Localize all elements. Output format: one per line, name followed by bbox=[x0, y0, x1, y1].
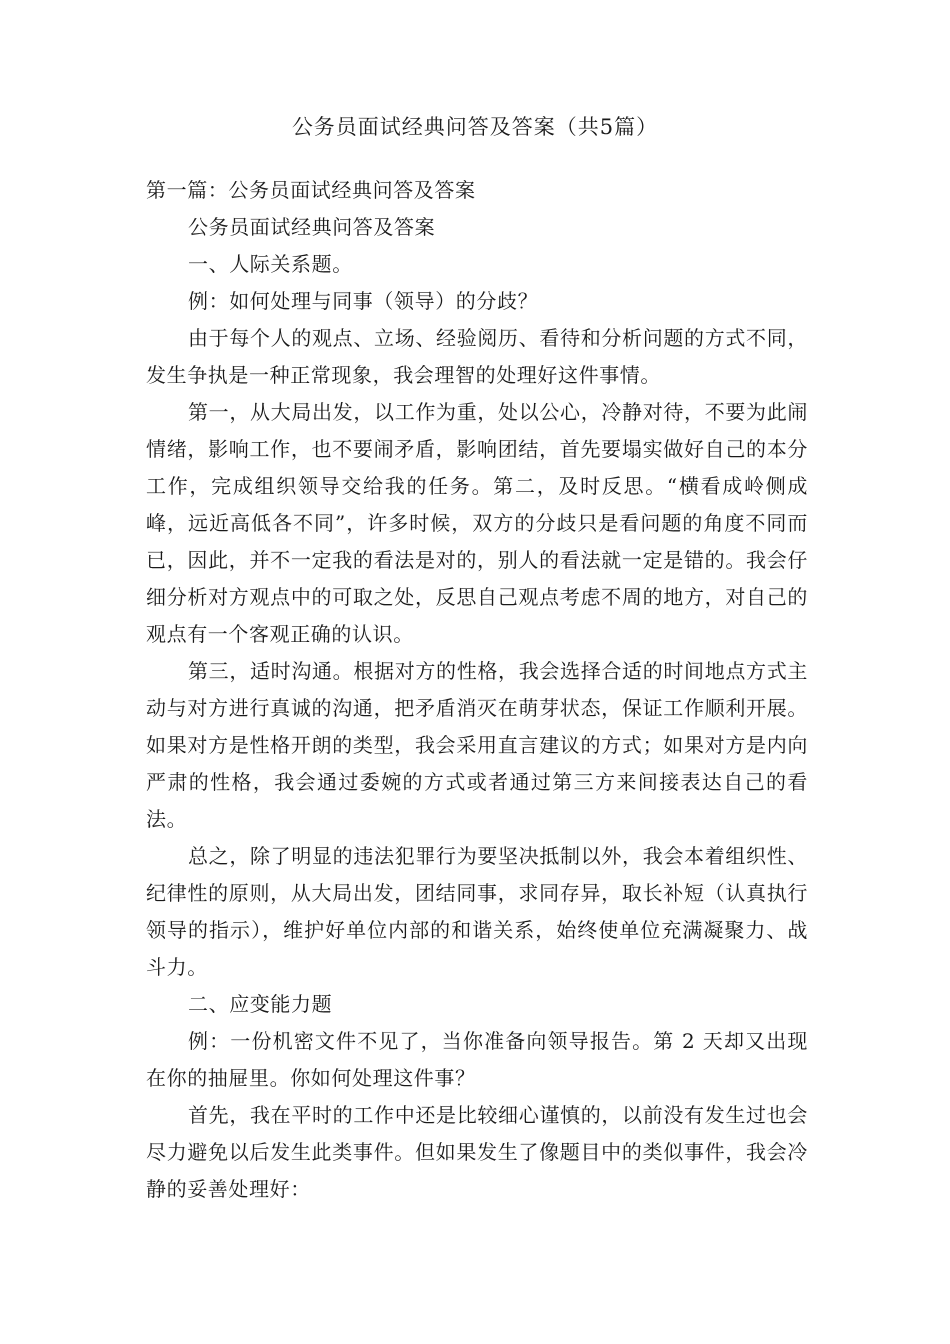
document-body bbox=[146, 172, 808, 1208]
example-question-2: 例：一份机密文件不见了，当你准备向领导报告。第 2 天却又出现在你的抽屉里。你如何处理这件事？ bbox=[146, 1029, 808, 1090]
answer-paragraph: 由于每个人的观点、立场、经验阅历、看待和分析问题的方式不同，发生争执是一种正常现象，我会理智的处理好这件事情。 bbox=[146, 326, 808, 387]
question-category-1: 一、人际关系题。 bbox=[188, 252, 353, 276]
subtitle: 公务员面试经典问答及答案 bbox=[188, 215, 436, 239]
example-question-1: 例：如何处理与同事（领导）的分歧？ bbox=[188, 289, 539, 313]
answer-paragraph: 第一，从大局出发，以工作为重，处以公心，冷静对待，不要为此闹情绪，影响工作，也不要闹矛盾，影响团结，首先要塌实做好自己的本分工作，完成组织领导交给我的任务。第二，及时反思。“横看成岭侧成峰，远近高低各不同”，许多时候，双方的分歧只是看问题的角度不同而已，因此，并不一定我的看法是对的，别人的看法就一定是错的。我会仔细分析对方观点中的可取之处，反思自己观点考虑不周的地方，对自己的观点有一个客观正确的认识。 bbox=[146, 400, 808, 646]
answer-paragraph: 总之，除了明显的违法犯罪行为要坚决抵制以外，我会本着组织性、纪律性的原则，从大局出发，团结同事，求同存异，取长补短（认真执行领导的指示），维护好单位内部的和谐关系，始终使单位充满凝聚力、战斗力。 bbox=[146, 844, 808, 979]
answer-paragraph: 第三，适时沟通。根据对方的性格，我会选择合适的时间地点方式主动与对方进行真诚的沟通，把矛盾消灭在萌芽状态，保证工作顺利开展。如果对方是性格开朗的类型，我会采用直言建议的方式；如果对方是内向严肃的性格，我会通过委婉的方式或者通过第三方来间接表达自己的看法。 bbox=[146, 659, 808, 831]
document-title: 公务员面试经典问答及答案（共5篇） bbox=[291, 115, 659, 139]
section-heading-1: 第一篇：公务员面试经典问答及答案 bbox=[146, 178, 476, 202]
question-category-2: 二、应变能力题 bbox=[188, 992, 333, 1016]
answer-paragraph: 首先，我在平时的工作中还是比较细心谨慎的，以前没有发生过也会尽力避免以后发生此类事件。但如果发生了像题目中的类似事件，我会冷静的妥善处理好： bbox=[146, 1103, 808, 1201]
